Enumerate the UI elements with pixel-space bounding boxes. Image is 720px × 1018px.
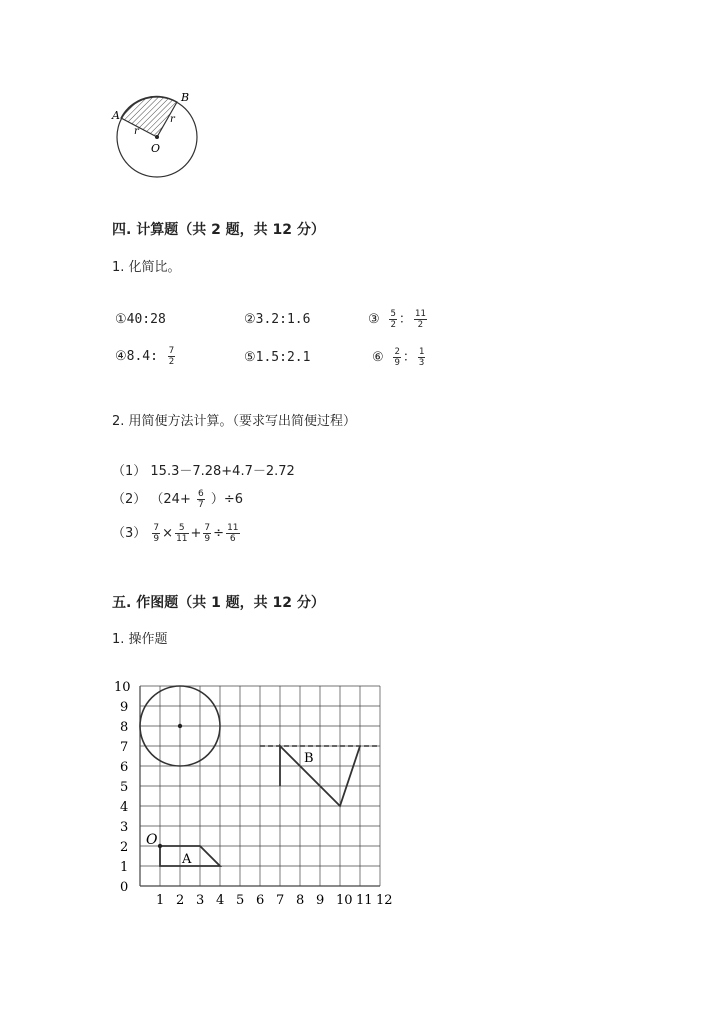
y-tick-label: 1 xyxy=(120,860,129,875)
fraction xyxy=(226,523,239,544)
x-tick-label: 10 xyxy=(336,893,353,908)
operator: + xyxy=(190,526,202,541)
section5-title: 五. 作图题（共 1 题，共 12 分） xyxy=(112,595,325,611)
label-b: B xyxy=(304,751,314,766)
circle-center-dot xyxy=(178,724,182,728)
expr-prefix: （2） （24+ xyxy=(112,492,191,507)
y-tick-label: 4 xyxy=(120,800,129,815)
denominator: 2 xyxy=(417,320,424,330)
y-tick-label: 8 xyxy=(120,720,129,735)
y-tick-label: 9 xyxy=(120,700,129,715)
x-tick-label: 2 xyxy=(176,893,185,908)
denominator: 2 xyxy=(390,320,396,330)
x-tick-label: 11 xyxy=(356,893,373,908)
label-a: A xyxy=(112,109,120,122)
numerator: 11 xyxy=(414,309,426,319)
label-o: O xyxy=(146,832,158,848)
label-a: A xyxy=(182,852,192,867)
x-tick-label: 4 xyxy=(216,893,225,908)
denominator: 11 xyxy=(176,534,188,544)
denominator: 7 xyxy=(197,500,204,510)
item-marker: ② xyxy=(244,312,256,327)
operator: × xyxy=(162,526,174,541)
x-tick-label: 12 xyxy=(376,893,393,908)
y-tick-label: 3 xyxy=(120,820,129,835)
label-r-left: r xyxy=(134,126,139,137)
label-b: B xyxy=(181,91,190,104)
x-tick-label: 5 xyxy=(236,893,245,908)
ratio-item-1 xyxy=(115,312,166,327)
fraction xyxy=(168,346,175,367)
numerator: 7 xyxy=(204,523,211,533)
operator: ÷ xyxy=(213,526,225,541)
numerator: 5 xyxy=(175,523,188,534)
item-text: 8.4: xyxy=(126,349,158,364)
ratio-sep: ： xyxy=(402,350,416,365)
denominator: 3 xyxy=(418,358,425,368)
item-text: 1.5:2.1 xyxy=(255,350,311,365)
x-tick-label: 9 xyxy=(316,893,325,908)
denominator: 9 xyxy=(394,358,400,368)
ratio-item-6 xyxy=(372,346,427,368)
numerator: 11 xyxy=(227,523,239,533)
ratio-sep: ： xyxy=(398,312,412,327)
denominator: 6 xyxy=(229,534,236,544)
numerator: 6 xyxy=(197,489,204,499)
denominator: 9 xyxy=(153,534,160,544)
y-tick-label: 5 xyxy=(120,780,129,795)
sector-figure xyxy=(105,88,230,188)
item-text: 40:28 xyxy=(126,312,166,327)
y-tick-label: 6 xyxy=(120,760,129,775)
section4-title: 四. 计算题（共 2 题，共 12 分） xyxy=(112,222,325,238)
fraction xyxy=(393,347,400,368)
ratio-item-5 xyxy=(244,350,310,365)
shaded-sector xyxy=(121,96,177,137)
fraction xyxy=(389,309,396,330)
expr-prefix: （3） xyxy=(112,526,147,541)
fraction xyxy=(175,523,188,544)
numerator: 7 xyxy=(153,523,160,533)
center-dot xyxy=(155,135,159,139)
section5-q1-text: 1. 操作题 xyxy=(112,632,168,647)
expr-suffix: ）÷6 xyxy=(210,492,244,507)
numerator: 1 xyxy=(418,347,425,357)
fraction xyxy=(197,489,205,510)
item-marker: ④ xyxy=(115,349,127,364)
label-o: O xyxy=(151,142,161,155)
denominator: 9 xyxy=(204,534,211,544)
expression-3 xyxy=(112,522,242,544)
fraction xyxy=(152,523,160,544)
ratio-item-2 xyxy=(244,312,310,327)
item-marker: ③ xyxy=(368,312,380,327)
fraction xyxy=(203,523,211,544)
denominator: 2 xyxy=(168,357,175,367)
x-tick-label: 3 xyxy=(196,893,205,908)
x-tick-label: 1 xyxy=(156,893,165,908)
expression-1: （1） 15.3－7.28+4.7－2.72 xyxy=(112,464,295,479)
ratio-item-3 xyxy=(368,308,429,330)
item-marker: ⑥ xyxy=(372,350,384,365)
y-tick-label: 0 xyxy=(120,880,129,895)
y-tick-label: 2 xyxy=(120,840,129,855)
y-tick-label: 7 xyxy=(120,740,129,755)
item-marker: ⑤ xyxy=(244,350,256,365)
x-tick-label: 6 xyxy=(256,893,265,908)
q2-text: 2. 用简便方法计算。（要求写出简便过程） xyxy=(112,414,357,429)
item-marker: ① xyxy=(115,312,127,327)
numerator: 5 xyxy=(390,309,396,319)
numerator: 2 xyxy=(394,347,400,357)
item-text: 3.2:1.6 xyxy=(255,312,311,327)
point-o-dot xyxy=(158,844,162,848)
y-tick-label: 10 xyxy=(114,680,131,695)
expression-2 xyxy=(112,488,243,510)
numerator: 7 xyxy=(168,346,175,356)
label-r-right: r xyxy=(170,114,175,125)
grid-figure xyxy=(112,676,402,911)
ratio-item-4 xyxy=(115,346,177,367)
fraction xyxy=(418,347,425,368)
q1-text: 1. 化简比。 xyxy=(112,260,181,275)
fraction xyxy=(414,309,427,330)
x-tick-label: 7 xyxy=(276,893,285,908)
x-tick-label: 8 xyxy=(296,893,305,908)
